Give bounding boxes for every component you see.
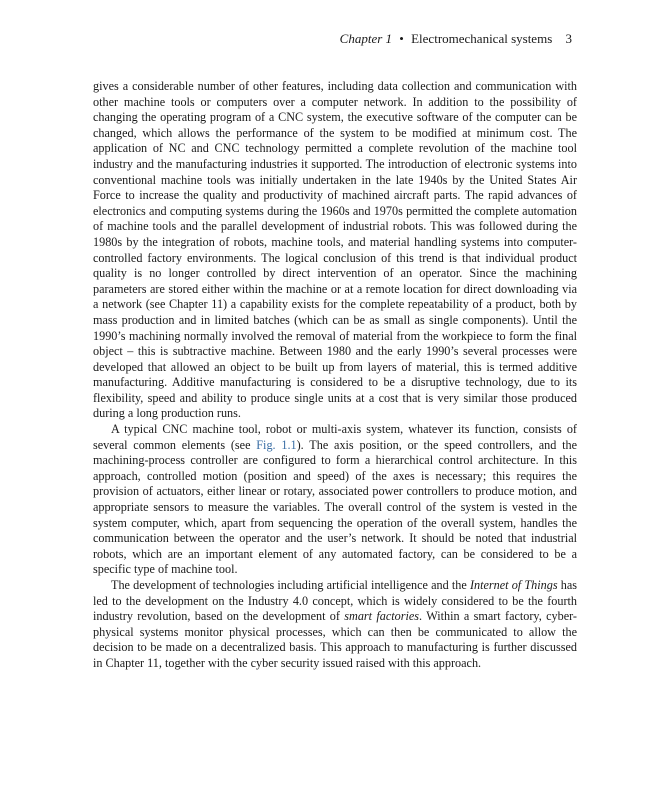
header-bullet: • — [399, 31, 404, 46]
paragraph-3-part-a: The development of technologies including artificial intelligence and the — [111, 578, 470, 592]
paragraph-3-part-b: has led to the development on the Industry 4.0 concept, which is widely considered to be the fourth industry revolution, based on the development of — [93, 578, 578, 624]
chapter-title: Electromechanical systems — [411, 31, 553, 46]
paragraph-2-part-b: ). The axis position, or the speed controllers, and the machining-process controller are configured to form a hierarchical control architecture. In this approach, controlled motion (position and speed) of the axes is necessary; this requires the provision of actuators, either linear or rotary, associated power controllers to produce motion, and appropriate sensors to measure the variables. The overall control of the system is vested in the system computer, which, apart from sequencing the operation of the overall system, handles the communication between the operator and the user’s network. It should be noted that industrial robots, which are an important element of any automated factory, can be considered to be a specific type of machine tool. — [93, 437, 577, 577]
paragraph-2 — [93, 422, 577, 578]
body-text — [93, 79, 577, 672]
paragraph-3 — [93, 578, 577, 672]
paragraph-1: gives a considerable number of other features, including data collection and communication with other machine tools or computers over a computer network. In addition to the possibility of changing the operating program of a CNC system, the executive software of the computer can be changed, which allows the performance of the system to be modified at minimum cost. The application of NC and CNC technology permitted a complete revolution of the machine tool industry and the manufacturing industries it supported. The introduction of electronic systems into conventional machine tools was initially undertaken in the late 1940s by the United States Air Force to increase the quality and productivity of machined aircraft parts. The rapid advances of electronics and computing systems during the 1960s and 1970s permitted the complete automation of machine tools and the parallel development of industrial robots. This was followed during the 1980s by the integration of robots, machine tools, and material handling systems into computer-controlled factory environments. The logical conclusion of this trend is that individual product quality is no longer controlled by direct intervention of an operator. Since the machining parameters are stored either within the machine or at a remote location for direct downloading via a network (see Chapter 11) a capability exists for the complete repeatability of a product, both by mass production and in limited batches (which can be as small as single components). Until the 1990’s machining normally involved the removal of material from the workpiece to form the final object – this is subtractive machine. Between 1980 and the early 1990’s several processes were developed that allowed an object to be built up from layers of material, this is termed additive manufacturing. Additive manufacturing is considered to be a disruptive technology, due to its flexibility, speed and ability to produce single units at a cost that is very similar those produced during a long production runs. — [93, 79, 577, 421]
paragraph-3-part-c: . Within a smart factory, cyber-physical systems monitor physical processes, which can then be communicated to allow the decision to be made on a decentralized basis. This approach to manufacturing is further discussed in Chapter 11, together with the cyber security issued raised with this approach. — [93, 609, 577, 670]
paragraph-2-part-a: A typical CNC machine tool, robot or multi-axis system, whatever its function, consists of several common elements (see — [93, 422, 577, 452]
page-number: 3 — [565, 31, 572, 46]
chapter-label: Chapter 1 — [339, 31, 393, 46]
emphasis-smart-factories: smart factories — [344, 609, 420, 624]
emphasis-internet-of-things: Internet of Things — [469, 578, 558, 592]
running-header — [340, 31, 572, 47]
figure-link[interactable]: Fig. 1.1 — [256, 437, 297, 452]
